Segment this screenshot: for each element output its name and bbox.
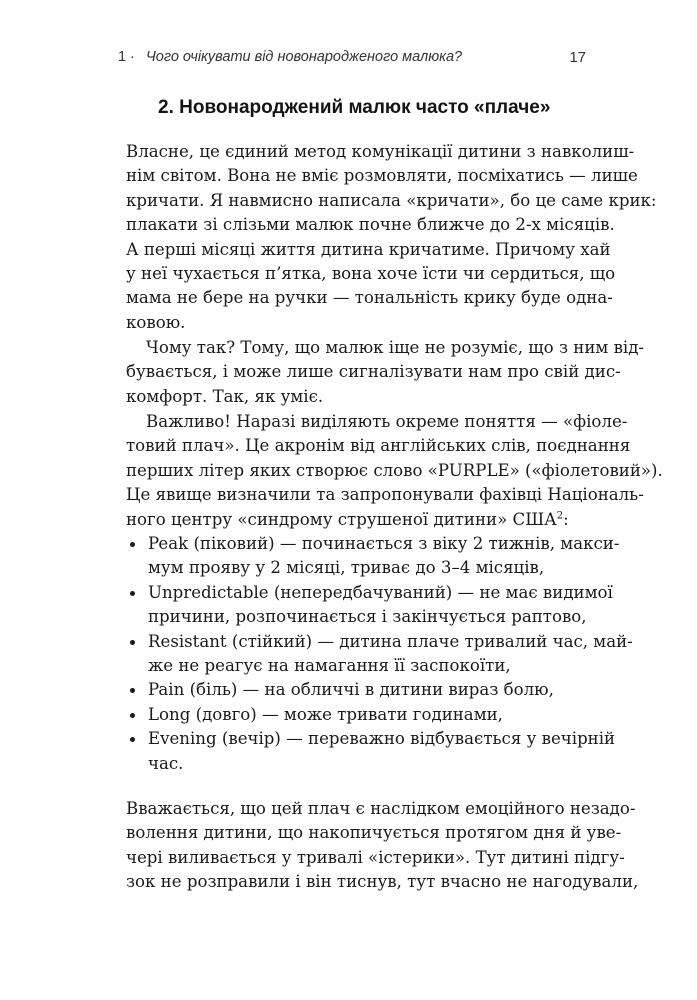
text-line: зок не розправили і він тиснув, тут вчасно не нагодували, (126, 872, 639, 892)
list-item: Resistant (стійкий) — дитина плаче тривалий час, май- (148, 631, 633, 651)
running-head (118, 49, 586, 71)
text-line-with-footnote (126, 508, 569, 532)
bullet-marker (130, 713, 135, 718)
section-heading: 2. Новонароджений малюк часто «плаче» (158, 97, 551, 118)
text-line: мама не бере на ручки — тональність крику буде одна- (126, 288, 613, 308)
text-line: ковою. (126, 312, 186, 332)
footnote-ref: 2 (556, 510, 564, 522)
bullet-marker (130, 591, 135, 596)
list-item: Unpredictable (непередбачуваний) — не має видимої (148, 582, 613, 602)
text-line: волення дитини, що накопичується протягом дня й уве- (126, 823, 622, 843)
text-line: Вважається, що цей плач є наслідком емоційного незадо- (126, 799, 636, 818)
line-end: : (563, 509, 569, 529)
text-line: ного центру «синдрому струшеної дитини» США (126, 509, 557, 529)
bullet-marker (130, 640, 135, 645)
text-line: перших літер яких створює слово «PURPLE» («фіолетовий»). (126, 460, 663, 480)
list-item: час. (148, 753, 184, 773)
running-head-separator: · (130, 49, 135, 65)
list-item: причини, розпочинається і закінчується раптово, (148, 607, 587, 627)
text-line: бувається, і може лише сигналізувати нам про свій дис- (126, 362, 621, 382)
list-item: же не реагує на намагання її заспокоїти, (148, 656, 511, 675)
text-line: Це явище визначили та запропонували фахівці Національ- (126, 485, 644, 505)
list-item: Pain (біль) — на обличчі в дитини вираз болю, (148, 680, 554, 700)
text-line: у неї чухається п’ятка, вона хоче їсти чи сердиться, що (126, 264, 616, 283)
bullet-marker (130, 737, 135, 742)
text-line: чері виливається у тривалі «істерики». Тут дитині підгу- (126, 847, 625, 867)
list-item: Evening (вечір) — переважно відбувається у вечірній (148, 729, 616, 749)
text-line: кричати. Я навмисно написала «кричати», бо це саме крик: (126, 190, 657, 210)
text-line: А перші місяці життя дитина кричатиме. Причому хай (126, 239, 611, 259)
list-item: Long (довго) — може тривати годинами, (148, 704, 503, 724)
list-item: мум прояву у 2 місяці, триває до 3–4 місяців, (148, 558, 545, 578)
text-line: товий плач». Це акронім від англійських слів, поєднання (126, 436, 631, 456)
text-line: плакати зі слізьми малюк почне ближче до 2-х місяців. (126, 215, 615, 235)
page-number: 17 (569, 49, 586, 66)
list-item: Peak (піковий) — починається з віку 2 тижнів, макси- (148, 534, 620, 553)
bullet-marker (130, 542, 135, 547)
text-line: Чому так? Тому, що малюк іще не розуміє, що з ним від- (146, 338, 645, 357)
text-line: Власне, це єдиний метод комунікації дитини з навколиш- (126, 142, 635, 161)
chapter-number: 1 (118, 49, 127, 65)
bullet-marker (130, 688, 135, 693)
text-line: Важливо! Наразі виділяють окреме поняття — «фіоле- (146, 412, 628, 431)
chapter-title: Чого очікувати від новонародженого малюка? (146, 49, 463, 65)
text-line: нім світом. Вона не вміє розмовляти, посміхатись — лише (126, 166, 638, 186)
text-line: комфорт. Так, як уміє. (126, 386, 324, 406)
